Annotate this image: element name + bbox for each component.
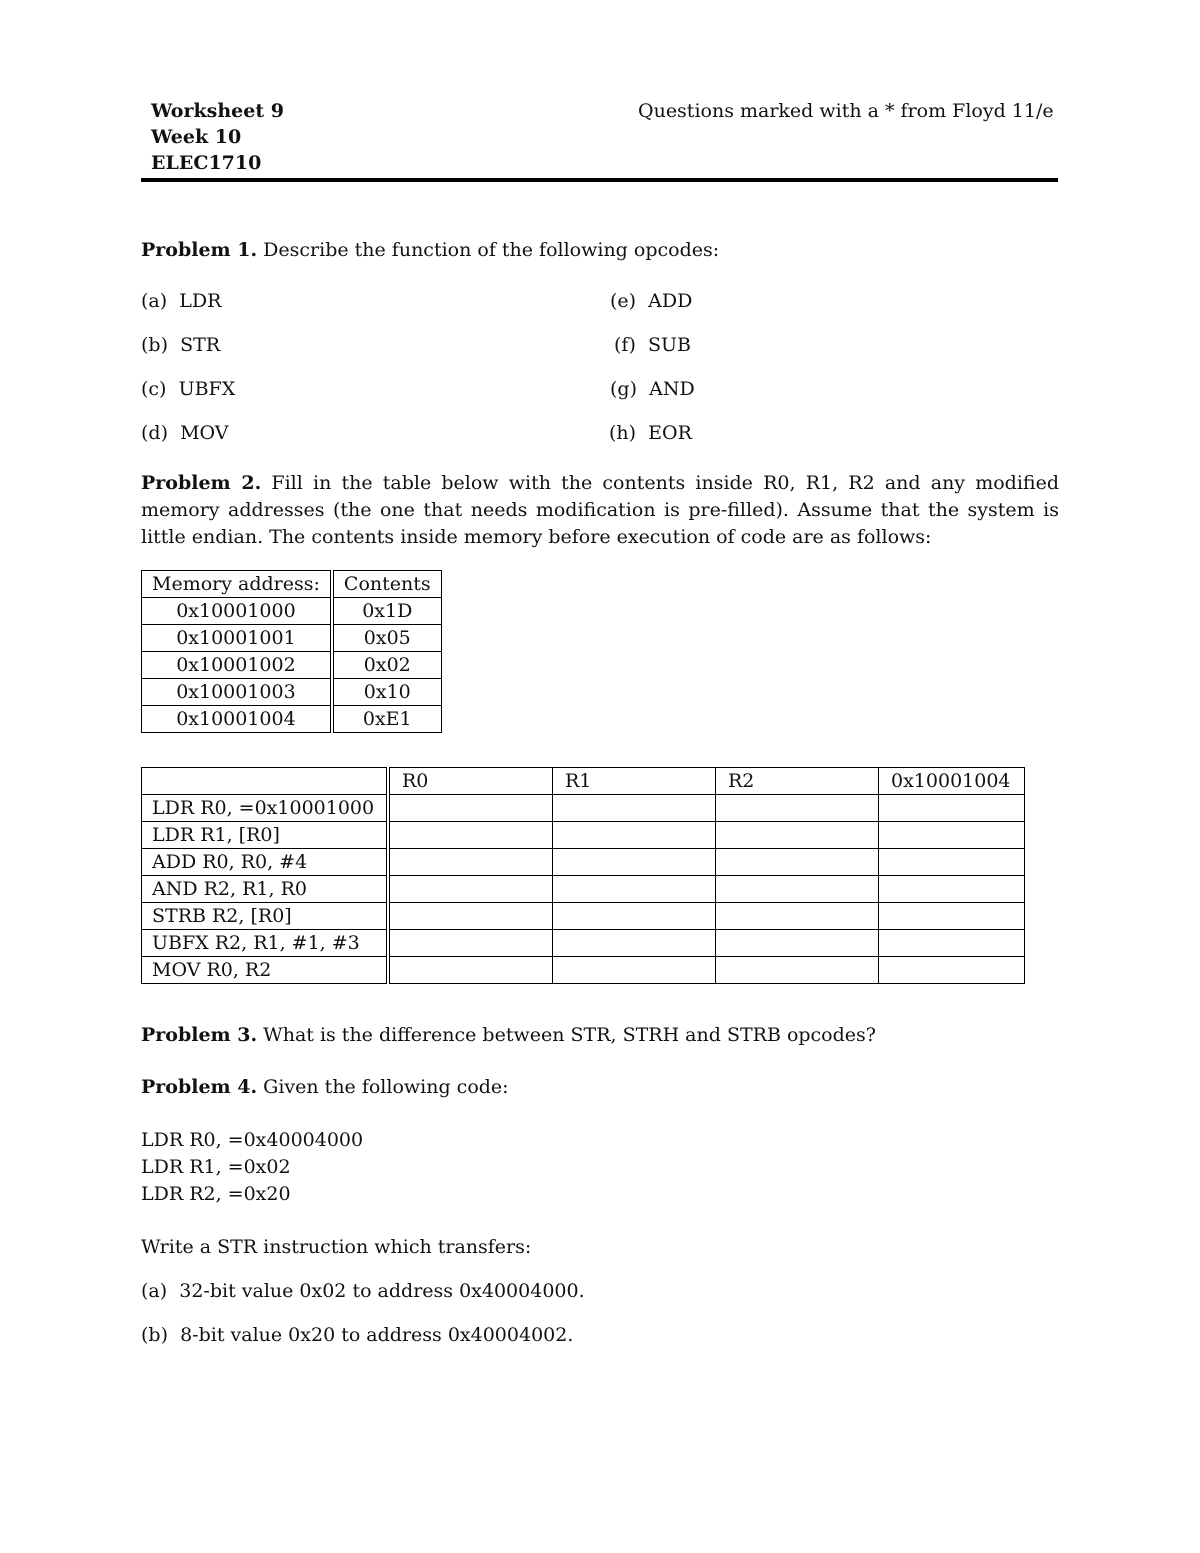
problem-1-label: Problem 1. (141, 239, 258, 261)
item-text: ADD (648, 290, 693, 312)
opcode-item-d (141, 420, 229, 446)
answer-cell[interactable] (553, 822, 716, 849)
table-header-row (142, 571, 442, 598)
address-cell: 0x10001004 (142, 706, 332, 733)
header-cell: Memory address: (142, 571, 332, 598)
item-text: MOV (180, 422, 229, 444)
address-cell: 0x10001003 (142, 679, 332, 706)
table-row (142, 822, 1025, 849)
instruction-cell: MOV R0, R2 (142, 957, 389, 984)
answer-cell[interactable] (716, 957, 879, 984)
answer-cell[interactable] (879, 795, 1025, 822)
instruction-cell: LDR R0, =0x10001000 (142, 795, 389, 822)
answer-cell[interactable] (716, 876, 879, 903)
table-row (142, 957, 1025, 984)
item-text: LDR (179, 290, 222, 312)
item-marker: (a) (141, 1280, 168, 1302)
item-text: STR (180, 334, 221, 356)
item-marker: (e) (610, 290, 637, 312)
answer-cell[interactable] (716, 822, 879, 849)
answer-cell[interactable] (879, 957, 1025, 984)
table-row (142, 598, 442, 625)
worksheet-header (151, 98, 284, 176)
item-marker: (a) (141, 290, 168, 312)
memory-table (141, 570, 442, 733)
item-text: 8-bit value 0x20 to address 0x40004002. (180, 1324, 574, 1346)
table-row (142, 930, 1025, 957)
instruction-cell: UBFX R2, R1, #1, #3 (142, 930, 389, 957)
opcode-item-a (141, 288, 221, 314)
problem-2 (141, 470, 1059, 551)
opcode-item-f (614, 332, 691, 358)
problem-4-label: Problem 4. (141, 1076, 258, 1098)
item-text: 32-bit value 0x02 to address 0x40004000. (179, 1280, 585, 1302)
answer-cell[interactable] (388, 957, 553, 984)
table-row (142, 625, 442, 652)
problem-1-text: Describe the function of the following opcodes: (263, 239, 720, 261)
item-marker: (b) (141, 1324, 168, 1346)
answer-cell[interactable] (879, 876, 1025, 903)
answer-cell[interactable] (553, 930, 716, 957)
problem-3 (141, 1022, 1059, 1049)
answer-cell[interactable] (879, 930, 1025, 957)
code-block (141, 1127, 363, 1208)
problem-3-label: Problem 3. (141, 1024, 258, 1046)
answer-cell[interactable] (388, 795, 553, 822)
answer-cell[interactable] (879, 903, 1025, 930)
header-cell-r1: R1 (553, 768, 716, 795)
opcode-item-e (610, 288, 692, 314)
opcode-item-b (141, 332, 220, 358)
table-row (142, 652, 442, 679)
table-row (142, 849, 1025, 876)
answer-cell[interactable] (388, 930, 553, 957)
instruction-table (141, 767, 1025, 984)
problem-4-item-b (141, 1322, 573, 1348)
answer-cell[interactable] (553, 957, 716, 984)
code-line: LDR R1, =0x02 (141, 1156, 291, 1178)
instruction-cell: ADD R0, R0, #4 (142, 849, 389, 876)
problem-1 (141, 237, 1059, 264)
answer-cell[interactable] (388, 822, 553, 849)
item-marker: (f) (614, 334, 636, 356)
opcode-item-g (610, 376, 695, 402)
table-row (142, 876, 1025, 903)
answer-cell[interactable] (388, 876, 553, 903)
address-cell: 0x10001002 (142, 652, 332, 679)
code-line: LDR R0, =0x40004000 (141, 1129, 364, 1151)
answer-cell[interactable] (553, 903, 716, 930)
code-line: LDR R2, =0x20 (141, 1183, 291, 1205)
instruction-cell: STRB R2, [R0] (142, 903, 389, 930)
item-marker: (g) (610, 378, 637, 400)
problem-4 (141, 1074, 1059, 1101)
opcode-item-c (141, 376, 235, 402)
problem-4-text: Given the following code: (263, 1076, 509, 1098)
address-cell: 0x10001001 (142, 625, 332, 652)
contents-cell: 0x05 (332, 625, 441, 652)
problem-4-instruction: Write a STR instruction which transfers: (141, 1236, 532, 1258)
item-marker: (b) (141, 334, 168, 356)
item-text: SUB (647, 334, 691, 356)
item-marker: (c) (141, 378, 167, 400)
header-cell: Contents (332, 571, 441, 598)
problem-2-text: Fill in the table below with the contents inside R0, R1, R2 and any modified memory addresses (the one that needs modification is pre-filled). Assume that the system is little endian. The contents inside memory before execution of code are as follows: (141, 472, 1059, 548)
table-row (142, 706, 442, 733)
answer-cell[interactable] (879, 849, 1025, 876)
header-cell (142, 768, 389, 795)
source-note: Questions marked with a * from Floyd 11/e (638, 100, 1054, 122)
header-rule (141, 178, 1058, 182)
item-text: AND (649, 378, 695, 400)
week-label: Week 10 (151, 126, 242, 148)
problem-4-item-a (141, 1278, 585, 1304)
contents-cell: 0x10 (332, 679, 441, 706)
problem-2-label: Problem 2. (141, 472, 262, 494)
answer-cell[interactable] (553, 849, 716, 876)
table-header-row (142, 768, 1025, 795)
answer-cell[interactable] (716, 795, 879, 822)
table-row (142, 795, 1025, 822)
item-text: EOR (648, 422, 692, 444)
instruction-cell: LDR R1, [R0] (142, 822, 389, 849)
contents-cell: 0x02 (332, 652, 441, 679)
answer-cell[interactable] (388, 903, 553, 930)
course-code: ELEC1710 (151, 152, 262, 174)
item-marker: (d) (141, 422, 168, 444)
table-row (142, 679, 442, 706)
header-cell-address: 0x10001004 (879, 768, 1025, 795)
opcode-item-h (609, 420, 692, 446)
answer-cell[interactable] (553, 876, 716, 903)
item-marker: (h) (609, 422, 637, 444)
answer-cell[interactable] (553, 795, 716, 822)
problem-3-text: What is the difference between STR, STRH and STRB opcodes? (263, 1024, 876, 1046)
header-cell-r2: R2 (716, 768, 879, 795)
contents-cell: 0xE1 (332, 706, 441, 733)
answer-cell[interactable] (388, 849, 553, 876)
header-cell-r0: R0 (388, 768, 553, 795)
answer-cell[interactable] (716, 930, 879, 957)
address-cell: 0x10001000 (142, 598, 332, 625)
answer-cell[interactable] (716, 849, 879, 876)
table-row (142, 903, 1025, 930)
answer-cell[interactable] (716, 903, 879, 930)
worksheet-title: Worksheet 9 (151, 100, 284, 122)
contents-cell: 0x1D (332, 598, 441, 625)
answer-cell[interactable] (879, 822, 1025, 849)
instruction-cell: AND R2, R1, R0 (142, 876, 389, 903)
item-text: UBFX (178, 378, 236, 400)
